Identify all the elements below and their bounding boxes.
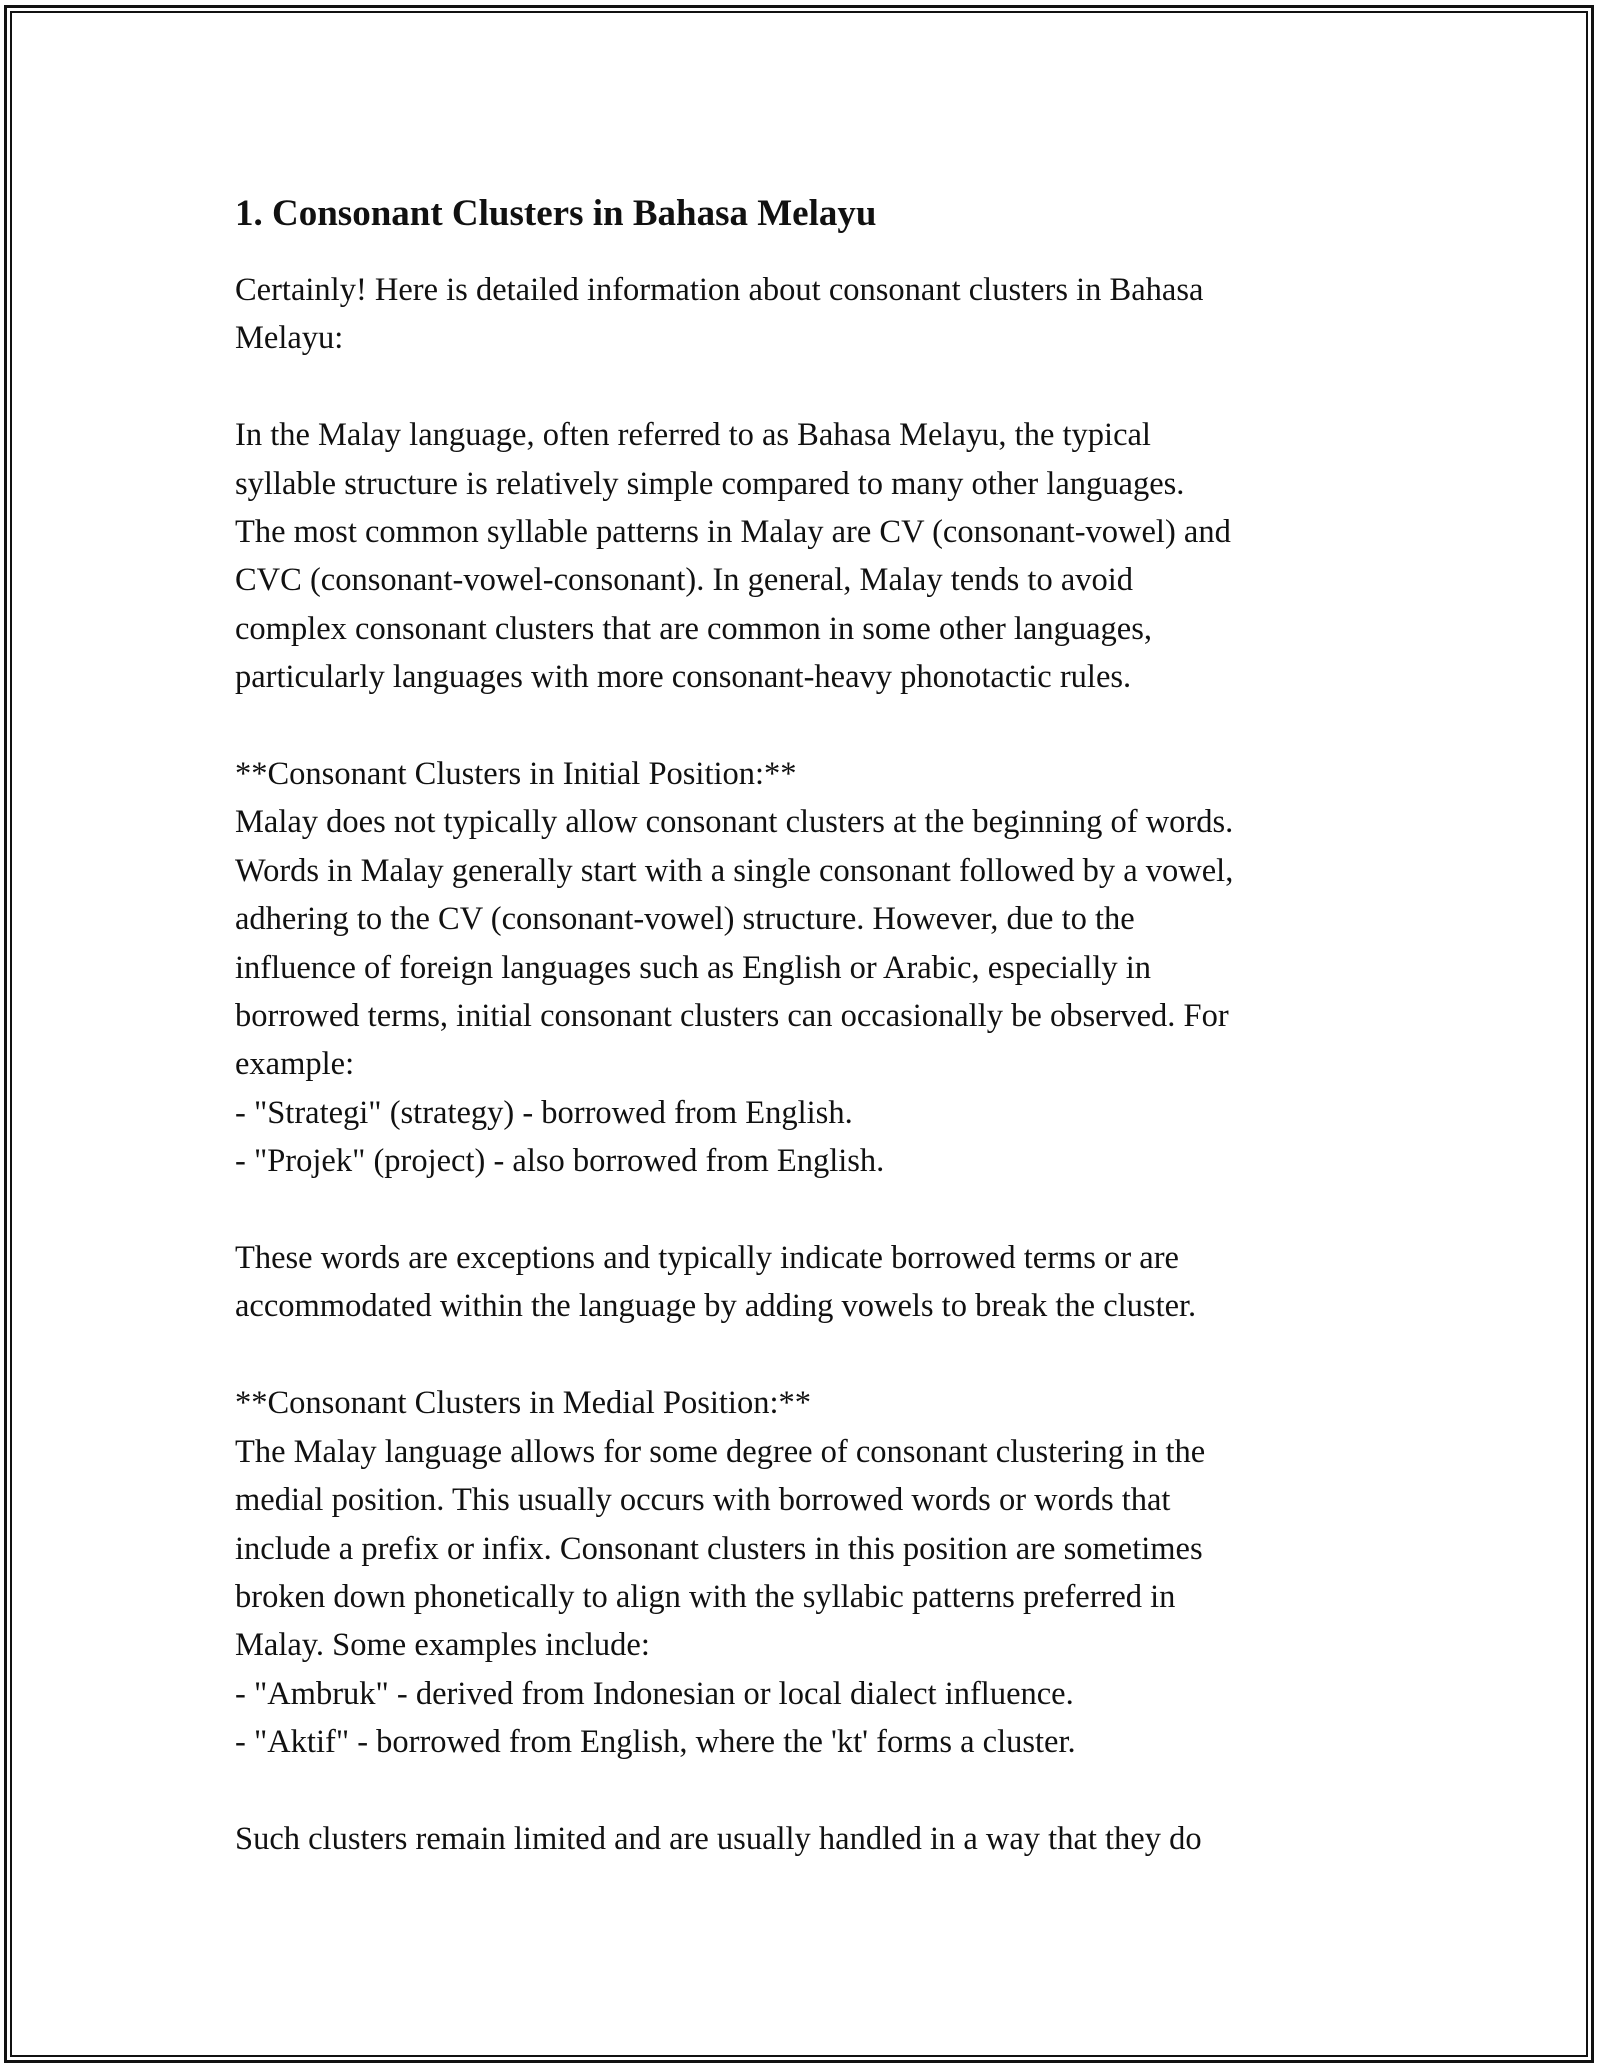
text-line: The Malay language allows for some degree of consonant clustering in the xyxy=(235,1433,1206,1470)
text-line: accommodated within the language by adding vowels to break the cluster. xyxy=(235,1288,1197,1325)
document-body xyxy=(235,188,1375,1863)
text-line: influence of foreign languages such as English or Arabic, especially in xyxy=(235,949,1152,986)
text-line: example: xyxy=(235,1046,355,1083)
paragraph xyxy=(235,1379,1375,1766)
text-line: Certainly! Here is detailed information about consonant clusters in Bahasa xyxy=(235,272,1204,308)
paragraph xyxy=(235,750,1375,1186)
text-line: Melayu: xyxy=(235,320,344,357)
text-line: broken down phonetically to align with the syllabic patterns preferred in xyxy=(235,1578,1176,1615)
paragraph xyxy=(235,1234,1375,1331)
paragraph xyxy=(235,1815,1375,1863)
text-line: syllable structure is relatively simple compared to many other languages. xyxy=(235,465,1185,502)
text-line: - "Aktif" - borrowed from English, where the 'kt' forms a cluster. xyxy=(235,1724,1076,1761)
paragraph xyxy=(235,266,1375,363)
paragraph-gap xyxy=(235,1767,1375,1815)
text-line: **Consonant Clusters in Initial Position:** xyxy=(235,756,797,793)
text-line: Words in Malay generally start with a single consonant followed by a vowel, xyxy=(235,852,1234,889)
text-line: Such clusters remain limited and are usually handled in a way that they do xyxy=(235,1820,1202,1857)
text-line: Malay does not typically allow consonant clusters at the beginning of words. xyxy=(235,804,1234,841)
text-line: The most common syllable patterns in Malay are CV (consonant-vowel) and xyxy=(235,514,1231,551)
text-line: borrowed terms, initial consonant clusters can occasionally be observed. For xyxy=(235,998,1229,1035)
text-line: complex consonant clusters that are common in some other languages, xyxy=(235,610,1152,647)
text-line: - "Ambruk" - derived from Indonesian or local dialect influence. xyxy=(235,1675,1074,1712)
text-line: - "Strategi" (strategy) - borrowed from English. xyxy=(235,1094,853,1131)
paragraph-gap xyxy=(235,1186,1375,1234)
text-line: **Consonant Clusters in Medial Position:** xyxy=(235,1385,811,1422)
text-line: adhering to the CV (consonant-vowel) structure. However, due to the xyxy=(235,901,1135,938)
text-line: In the Malay language, often referred to as Bahasa Melayu, the typical xyxy=(235,417,1151,454)
paragraph-gap xyxy=(235,363,1375,411)
text-line: CVC (consonant-vowel-consonant). In general, Malay tends to avoid xyxy=(235,562,1134,599)
paragraph-gap xyxy=(235,1331,1375,1379)
text-line: - "Projek" (project) - also borrowed from English. xyxy=(235,1143,885,1180)
text-line: medial position. This usually occurs with borrowed words or words that xyxy=(235,1482,1171,1519)
document-text xyxy=(235,266,1375,1863)
text-line: particularly languages with more consonant-heavy phonotactic rules. xyxy=(235,659,1132,696)
text-line: include a prefix or infix. Consonant clusters in this position are sometimes xyxy=(235,1530,1203,1567)
paragraph-gap xyxy=(235,702,1375,750)
text-line: Malay. Some examples include: xyxy=(235,1627,650,1664)
paragraph xyxy=(235,411,1375,701)
page-title: 1. Consonant Clusters in Bahasa Melayu xyxy=(235,193,877,234)
text-line: These words are exceptions and typically indicate borrowed terms or are xyxy=(235,1240,1179,1277)
